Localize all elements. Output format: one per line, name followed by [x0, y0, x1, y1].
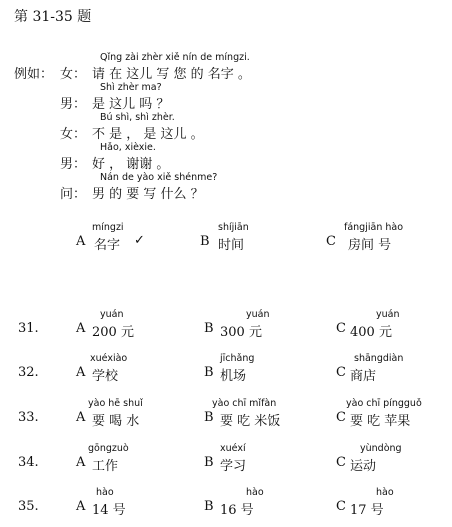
option-pinyin: jīchǎng — [220, 353, 255, 364]
option-text: 400 元 — [350, 325, 392, 340]
option-pinyin: gōngzuò — [88, 443, 129, 454]
option-pinyin: xuéxiào — [90, 353, 128, 364]
option-text: 时间 — [218, 238, 245, 253]
dialogue-pinyin: Qǐng zài zhèr xiě nín de míngzi. — [100, 52, 250, 63]
option-letter: A — [76, 455, 86, 470]
option-text: 要 喝 水 — [92, 414, 140, 429]
option-letter: C — [336, 365, 346, 380]
dialogue-text: 请 在 这儿 写 您 的 名字 。 — [92, 67, 251, 82]
option-letter: B — [204, 365, 214, 380]
option-text: 名字 — [94, 238, 121, 253]
dialogue-pinyin: Hǎo, xièxie. — [100, 142, 156, 153]
option-pinyin: yuán — [376, 309, 400, 320]
dialogue-text: 是 这儿 吗 ？ — [92, 97, 170, 112]
option-pinyin: yuán — [246, 309, 270, 320]
speaker-label: 男： — [60, 157, 87, 172]
dialogue-pinyin: Shì zhèr ma? — [100, 82, 162, 93]
option-pinyin: hào — [96, 487, 114, 498]
speaker-label: 女： — [60, 67, 87, 82]
section-title: 第 31-35 题 — [14, 9, 92, 25]
option-text: 300 元 — [220, 325, 262, 340]
option-letter: C — [336, 499, 346, 514]
dialogue-pinyin: Bú shì, shì zhèr. — [100, 112, 175, 123]
option-text: 运动 — [350, 459, 377, 474]
speaker-label: 男： — [60, 97, 87, 112]
option-text: 16 号 — [220, 503, 254, 518]
option-letter: A — [76, 234, 86, 249]
speaker-label: 问： — [60, 187, 87, 202]
question-number: 32. — [18, 365, 39, 380]
dialogue-text: 不 是 ， 是 这儿 。 — [92, 127, 204, 142]
question-number: 31. — [18, 321, 39, 336]
option-text: 要 吃 米饭 — [220, 414, 281, 429]
option-letter: B — [204, 410, 214, 425]
question-number: 33. — [18, 410, 39, 425]
option-text: 要 吃 苹果 — [350, 414, 411, 429]
dialogue-pinyin: Nán de yào xiě shénme? — [100, 172, 218, 183]
option-letter: C — [336, 410, 346, 425]
option-text: 机场 — [220, 369, 247, 384]
option-pinyin: fángjiān hào — [344, 222, 404, 233]
dialogue-text: 好 ， 谢谢 。 — [92, 157, 170, 172]
option-pinyin: yuán — [100, 309, 124, 320]
option-text: 17 号 — [350, 503, 384, 518]
speaker-label: 女： — [60, 127, 87, 142]
option-text: 学校 — [92, 369, 119, 384]
option-letter: B — [204, 321, 214, 336]
option-letter: A — [76, 499, 86, 514]
option-letter: B — [204, 499, 214, 514]
option-pinyin: hào — [246, 487, 264, 498]
example-label: 例如： — [14, 67, 54, 82]
option-pinyin: yùndòng — [360, 443, 402, 454]
option-text: 商店 — [350, 369, 377, 384]
option-letter: A — [76, 365, 86, 380]
option-text: 学习 — [220, 459, 247, 474]
question-number: 35. — [18, 499, 39, 514]
option-pinyin: xuéxí — [220, 443, 246, 454]
option-text: 房间 号 — [348, 238, 392, 253]
option-letter: A — [76, 410, 86, 425]
option-letter: B — [200, 234, 210, 249]
dialogue-text: 男 的 要 写 什么 ？ — [92, 187, 204, 202]
option-letter: A — [76, 321, 86, 336]
option-pinyin: shāngdiàn — [354, 353, 404, 364]
option-letter: C — [336, 321, 346, 336]
option-pinyin: yào hē shuǐ — [88, 398, 143, 409]
option-pinyin: yào chī mǐfàn — [212, 398, 277, 409]
option-pinyin: shíjiān — [218, 222, 249, 233]
option-pinyin: míngzi — [92, 222, 124, 233]
option-pinyin: yào chī píngguǒ — [346, 398, 422, 409]
option-pinyin: hào — [376, 487, 394, 498]
option-text: 14 号 — [92, 503, 126, 518]
option-text: 工作 — [92, 459, 119, 474]
option-letter: C — [326, 234, 336, 249]
checkmark-icon: ✓ — [134, 233, 145, 248]
question-number: 34. — [18, 455, 39, 470]
option-letter: C — [336, 455, 346, 470]
option-text: 200 元 — [92, 325, 134, 340]
option-letter: B — [204, 455, 214, 470]
